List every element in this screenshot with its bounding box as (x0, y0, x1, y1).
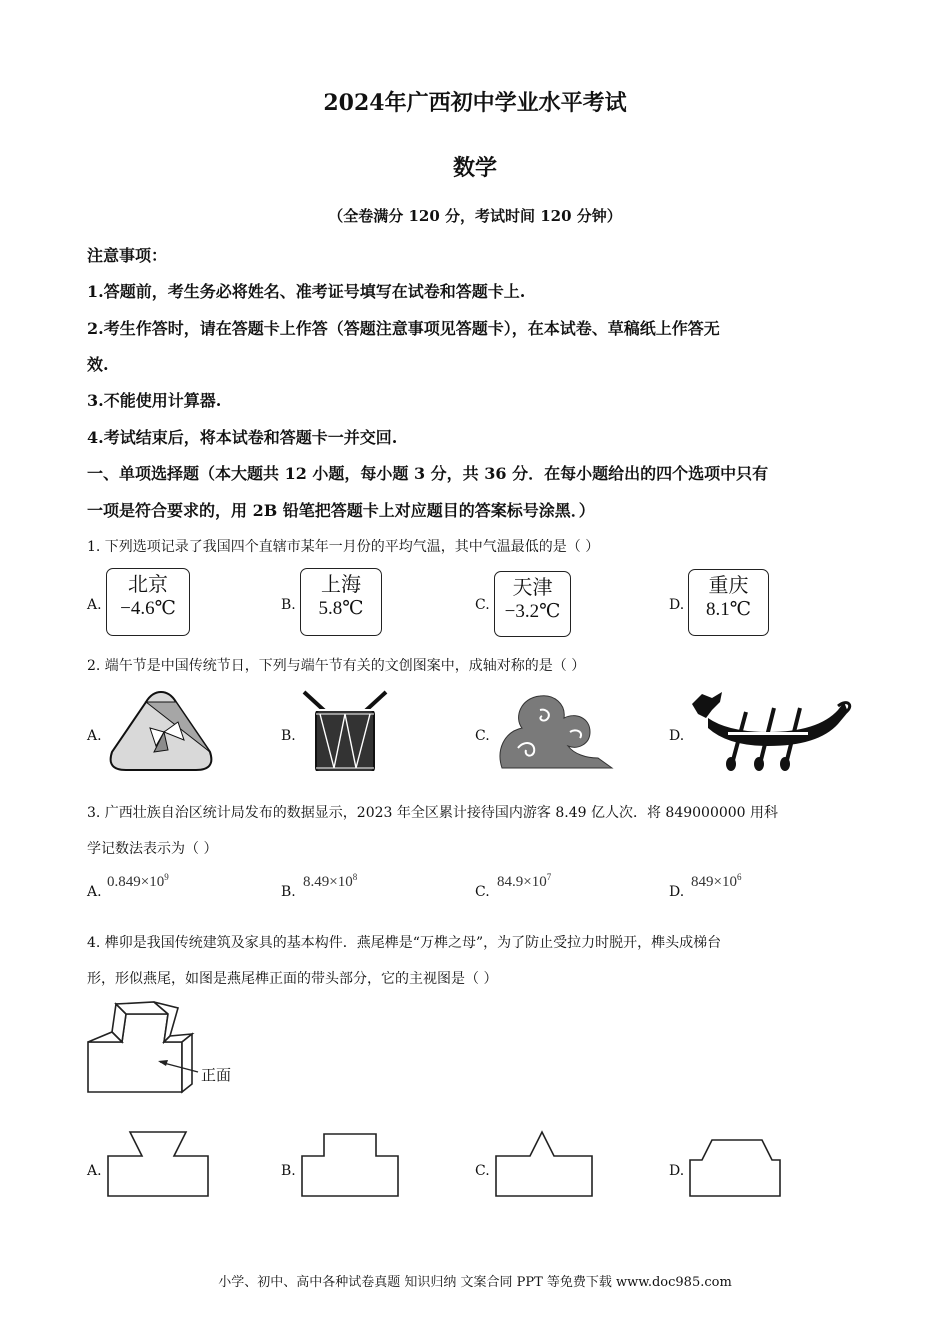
notice-item-3: 3.不能使用计算器. (87, 391, 222, 410)
q1-option-a-temp: −4.6℃ (120, 598, 176, 619)
notice-item-1: 1.答题前，考生务必将姓名、准考证号填写在试卷和答题卡上. (87, 282, 526, 301)
exam-note: （全卷满分 120 分，考试时间 120 分钟） (328, 207, 622, 225)
front-label: 正面 (201, 1066, 232, 1084)
q3-option-a-letter: A. (87, 884, 102, 900)
dragon-boat-image (688, 688, 853, 772)
exam-title: 2024年广西初中学业水平考试 (323, 90, 627, 116)
q3-option-c-letter: C. (475, 884, 490, 900)
q4-option-b-figure (300, 1130, 402, 1200)
q3-option-c-exp: 7 (546, 872, 552, 882)
q3-option-b-base: 8.49×10 (303, 874, 353, 890)
section1-line2: 一项是符合要求的，用 2B 铅笔把答题卡上对应题目的答案标号涂黑．） (87, 501, 595, 520)
drum-image (300, 688, 390, 776)
q1-option-a-box (106, 568, 190, 636)
q1-stem: 1. 下列选项记录了我国四个直辖市某年一月份的平均气温，其中气温最低的是（ ） (87, 539, 600, 555)
section1-line1: 一、单项选择题（本大题共 12 小题，每小题 3 分，共 36 分．在每小题给出的四个选项中只有 (87, 464, 769, 483)
q3-option-b-letter: B. (281, 884, 296, 900)
q4-option-c-letter: C. (475, 1163, 490, 1179)
q4-stem-line1: 4. 榫卯是我国传统建筑及家具的基本构件．燕尾榫是“万榫之母”，为了防止受拉力时脱开，榫头成梯台 (87, 935, 722, 951)
q4-option-d-figure (688, 1132, 784, 1200)
q1-option-c-temp: −3.2℃ (504, 601, 561, 622)
q1-option-c-city: 天津 (512, 577, 553, 599)
q3-option-b-value (303, 872, 357, 891)
q1-option-d-box (688, 569, 769, 636)
q4-option-a-letter: A. (87, 1163, 102, 1179)
q3-option-a-exp: 9 (164, 872, 169, 882)
q1-option-b-city: 上海 (321, 574, 361, 596)
q4-option-b-letter: B. (281, 1163, 296, 1179)
q1-option-b-temp: 5.8℃ (318, 598, 364, 619)
q1-option-a-city: 北京 (128, 574, 168, 596)
notice-item-2a: 2.考生作答时，请在答题卡上作答（答题注意事项见答题卡），在本试卷、草稿纸上作答无 (87, 319, 720, 338)
zongzi-image (106, 688, 216, 774)
q2-option-c-letter: C. (475, 728, 490, 744)
q1-option-a-letter: A. (87, 597, 102, 613)
notice-heading: 注意事项： (87, 246, 168, 265)
q1-option-d-letter: D. (669, 597, 685, 613)
page-footer: 小学、初中、高中各种试卷真题 知识归纳 文案合同 PPT 等免费下载 www.doc985.com (218, 1275, 732, 1290)
dovetail-3d-figure (84, 996, 244, 1102)
q3-stem-line2: 学记数法表示为（ ） (87, 841, 218, 857)
q1-option-c-letter: C. (475, 597, 490, 613)
q1-option-d-temp: 8.1℃ (705, 599, 751, 620)
subject-title: 数学 (452, 155, 497, 181)
q2-stem: 2. 端午节是中国传统节日，下列与端午节有关的文创图案中，成轴对称的是（ ） (87, 658, 586, 674)
q3-option-d-value (691, 872, 741, 891)
q4-option-c-figure (494, 1128, 596, 1200)
q3-option-d-letter: D. (669, 884, 685, 900)
q3-option-d-exp: 6 (736, 872, 742, 882)
q1-option-c-box (494, 571, 571, 637)
q4-option-d-letter: D. (669, 1163, 685, 1179)
notice-item-2b: 效. (87, 355, 109, 374)
q2-option-a-letter: A. (87, 728, 102, 744)
q3-option-b-exp: 8 (352, 872, 358, 882)
q2-option-d-letter: D. (669, 728, 685, 744)
q3-option-a-base: 0.849×10 (107, 874, 165, 890)
q4-option-a-figure (106, 1130, 212, 1200)
q3-option-c-value (497, 872, 551, 891)
q3-option-a-value (107, 872, 169, 891)
q3-stem-line1: 3. 广西壮族自治区统计局发布的数据显示，2023 年全区累计接待国内游客 8.49 亿人次．将 849000000 用科 (87, 805, 779, 821)
q1-option-b-box (300, 568, 382, 636)
q1-option-b-letter: B. (281, 597, 296, 613)
q4-stem-line2: 形，形似燕尾，如图是燕尾榫正面的带头部分，它的主视图是（ ） (87, 971, 498, 987)
wave-cloud-image (494, 688, 614, 772)
q2-option-b-letter: B. (281, 728, 296, 744)
notice-item-4: 4.考试结束后，将本试卷和答题卡一并交回. (87, 428, 398, 447)
q3-option-d-base: 849×10 (691, 874, 737, 890)
q1-option-d-city: 重庆 (708, 575, 749, 597)
q3-option-c-base: 84.9×10 (497, 874, 547, 890)
